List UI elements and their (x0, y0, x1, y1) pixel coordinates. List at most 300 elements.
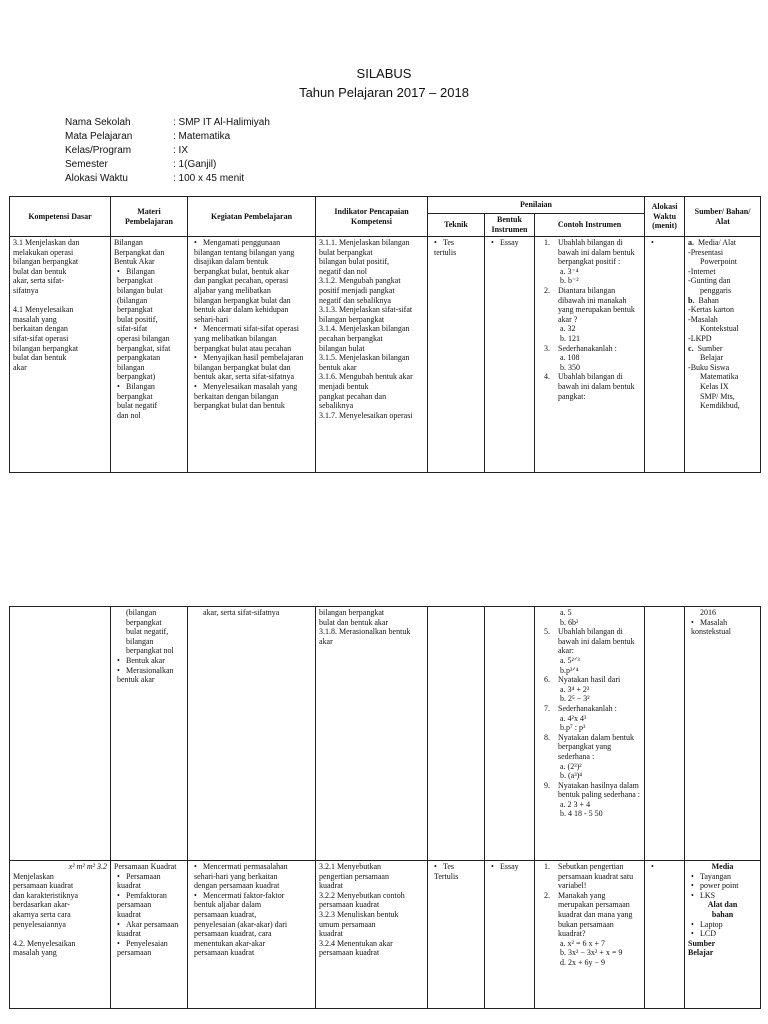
kd-line: berkaitan dengan (13, 324, 68, 334)
kd-line: bilangan berpangkat (13, 257, 79, 267)
identity-row-class (65, 144, 270, 158)
cell-sumber-3-2 (685, 861, 761, 1009)
kegiatan-line: bentuk aljabar dalam (194, 900, 262, 910)
question-option: b. (a³)⁴ (560, 771, 583, 781)
source-text: Matematika (700, 372, 739, 382)
kd-line: berdasarkan akar- (13, 900, 70, 910)
header-kegiatan: Kegiatan Pembelajaran (188, 197, 316, 237)
header-indikator: Indikator Pencapaian Kompetensi (316, 197, 428, 237)
teknik-bullet (431, 862, 481, 881)
source-tag: b. (688, 295, 695, 305)
question-option: b. 6b² (560, 617, 579, 627)
kegiatan-line: persamaan kuadrat, (194, 909, 257, 919)
question-item (538, 862, 641, 891)
identity-label: Alokasi Waktu (65, 173, 128, 184)
indikator-line: bulat berpangkat (319, 247, 373, 257)
materi-line: Akar persamaan (126, 919, 179, 929)
materi-line: berpangkat) (117, 372, 156, 382)
materi-line: berpangkat (126, 617, 162, 627)
kd-line: masalah yang (13, 948, 57, 958)
sumber-bullet: • LKS (688, 891, 757, 901)
identity-label: Kelas/Program (65, 145, 132, 156)
identity-row-subject (65, 130, 270, 144)
question-number: 1. (544, 238, 550, 247)
materi-line: kuadrat (117, 929, 141, 939)
question-option: b. 3x² − 3x² + x = 9 (560, 948, 623, 958)
materi-line: kuadrat (117, 881, 141, 891)
indikator-line: 3.1.6. Mengubah bentuk akar (319, 372, 413, 382)
sumber-heading (688, 900, 757, 919)
indikator-line: bentuk akar (319, 362, 357, 372)
question-option: b. 350 (560, 362, 580, 372)
syllabus-table-page1 (9, 196, 761, 473)
source-line (688, 363, 757, 373)
kd-line: melakukan operasi (13, 247, 74, 257)
question-item (538, 627, 641, 656)
materi-line: bulat negatif, (126, 627, 169, 637)
header-alokasi: Alokasi Waktu (menit) (645, 197, 685, 237)
indikator-line: menjadi bentuk (319, 381, 369, 391)
indikator-line: 3.2.1 Menyebutkan (319, 862, 381, 871)
kd-line: sifatnya (13, 285, 39, 295)
kegiatan-line: persamaan kuadrat, cara (194, 929, 272, 939)
source-line (688, 276, 757, 286)
teknik-line: Tertulis (434, 871, 459, 881)
source-line (688, 401, 757, 411)
teknik-line: Tes (443, 238, 454, 247)
kegiatan-line: yang melibatkan bilangan (194, 333, 277, 343)
kd-line: 4.2. Menyelesaikan (13, 938, 76, 948)
teknik-bullet (431, 238, 481, 257)
indikator-line: umum persamaan (319, 919, 376, 929)
cell-teknik (428, 237, 485, 473)
identity-label: Nama Sekolah (65, 117, 131, 128)
kegiatan-line: Mengamati penggunaan (203, 238, 281, 247)
materi-line: bilangan (117, 362, 145, 372)
question-number: 2. (544, 890, 550, 900)
identity-label: Semester (65, 159, 108, 170)
kegiatan-line: persamaan kuadrat (194, 948, 255, 958)
materi-line: operasi bilangan (117, 333, 170, 343)
sumber-line: Masalah (700, 617, 728, 627)
identity-value: : IX (173, 145, 189, 156)
sumber-heading-line: Alat dan (707, 900, 738, 910)
cell-sumber-cont (685, 607, 761, 861)
kegiatan-line: Menyajikan hasil pembelajaran (203, 353, 304, 363)
cell-kd (10, 237, 111, 473)
materi-line: persamaan (117, 948, 152, 958)
question-number: 6. (544, 675, 550, 685)
kegiatan-line: penyelesaian (akar-akar) dari (194, 919, 288, 929)
indikator-line: bilangan berpangkat (319, 314, 385, 324)
kd-line: bilangan berpangkat (13, 343, 79, 353)
cell-kegiatan-cont (188, 607, 316, 861)
indikator-line: 3.1.2. Mengubah pangkat (319, 276, 401, 286)
materi-bullet (114, 872, 184, 891)
source-tag: a. (688, 238, 695, 247)
materi-bullet: • Bentuk akar (114, 656, 184, 666)
indikator-line: 3.2.2 Menyebutkan contoh (319, 890, 405, 900)
sumber-line: konstekstual (691, 627, 731, 637)
question-option: a. 2 3 + 4 (560, 799, 591, 809)
cell-alokasi-3-2 (645, 861, 685, 1009)
source-line (688, 267, 757, 277)
materi-bullet (114, 666, 184, 685)
kd-line: penyelesaiannya (13, 919, 66, 929)
question-option: b. 121 (560, 333, 580, 343)
indikator-line: persamaan kuadrat (319, 900, 380, 910)
source-text: Sumber (697, 343, 723, 353)
kegiatan-line: aljabar yang melibatkan (194, 285, 271, 295)
cell-materi-3-2 (111, 861, 188, 1009)
doc-subtitle: Tahun Pelajaran 2017 – 2018 (299, 85, 469, 100)
indikator-line: negatif dan nol (319, 266, 367, 276)
source-text: -Kertas karton (688, 305, 735, 315)
question-option: a. 3⁴ + 2³ (560, 684, 590, 694)
cell-alokasi-cont (645, 607, 685, 861)
indikator-line: pangkat pecahan dan (319, 391, 387, 401)
question-item (538, 781, 641, 800)
indikator-line: bilangan bulat (319, 343, 365, 353)
sumber-heading-line: Belajar (688, 948, 714, 958)
cell-indikator (316, 237, 428, 473)
question-number: 3. (544, 343, 550, 353)
materi-bullet (114, 267, 184, 382)
materi-bullet (114, 920, 184, 939)
question-number: 7. (544, 703, 550, 713)
materi-line: dan nol (117, 410, 141, 420)
question-item (538, 675, 641, 685)
cell-kd-cont (10, 607, 111, 861)
indikator-line: bilangan berpangkat (319, 608, 385, 617)
kd-line: akar (13, 362, 27, 372)
kd-line (13, 929, 107, 939)
materi-title: Persamaan Kuadrat (114, 862, 177, 871)
kd-formula: x² m² m² 3.2 (68, 862, 107, 871)
question-option: a. 3⁻⁴ (560, 266, 579, 276)
bentuk-bullet: • Essay (488, 238, 531, 248)
source-line (688, 392, 757, 402)
question-option: a. 32 (560, 324, 576, 334)
kegiatan-bullet (191, 353, 312, 382)
teknik-line: tertulis (434, 247, 457, 257)
cell-sumber (685, 237, 761, 473)
alokasi-bullet (648, 238, 681, 248)
kegiatan-bullet (191, 862, 312, 891)
kegiatan-bullet (191, 382, 312, 411)
source-line (688, 324, 757, 334)
materi-line: persamaan (117, 900, 152, 910)
indikator-line: 3.1.1. Menjelaskan bilangan (319, 238, 410, 247)
materi-line: berpangkat, sifat (117, 343, 171, 353)
sumber-bullet: • power point (688, 881, 757, 891)
question-option: b.p³ᐟ⁴ (560, 665, 579, 675)
question-item (538, 344, 641, 354)
materi-bullet (114, 891, 184, 920)
question-text: Nyatakan hasilnya dalam bentuk paling sederhana : (558, 780, 640, 800)
source-text: -Internet (688, 266, 716, 276)
teknik-line: Tes (443, 862, 454, 871)
indikator-line: pengertian persamaan (319, 871, 389, 881)
source-text: Media/ Alat (698, 238, 737, 247)
source-text: Bahan (698, 295, 719, 305)
source-text: Kemdikbud, (700, 401, 740, 411)
cell-contoh-cont (535, 607, 645, 861)
question-number: 4. (544, 372, 550, 382)
cell-kegiatan-3-2 (188, 861, 316, 1009)
cell-indikator-3-2 (316, 861, 428, 1009)
source-line (688, 334, 757, 344)
header-contoh: Contoh Instrumen (535, 214, 645, 237)
kegiatan-bullet (191, 324, 312, 353)
materi-line: bentuk akar (117, 675, 155, 685)
kd-line: 4.1 Menyelesaikan (13, 305, 74, 315)
question-number: 1. (544, 862, 550, 871)
question-item (538, 238, 641, 267)
kegiatan-line: bentuk akar dalam kehidupan (194, 305, 289, 315)
question-item (538, 704, 641, 714)
source-text: -Presentasi (688, 247, 724, 257)
kegiatan-line: menentukan akar-akar (194, 938, 266, 948)
identity-label: Mata Pelajaran (65, 131, 133, 142)
sumber-bullet: • LCD (688, 929, 757, 939)
indikator-line: negatif dan sebaliknya (319, 295, 391, 305)
source-line (688, 286, 757, 296)
identity-value: : Matematika (173, 131, 231, 142)
question-text: Ubahlah bilangan di bawah ini dalam bentuk berpangkat positif : (558, 238, 635, 267)
identity-row-semester (65, 158, 270, 172)
indikator-line: 3.1.8. Merasionalkan bentuk (319, 627, 411, 637)
question-option: b.p⁷ : p³ (560, 723, 586, 733)
question-option: b. b⁻² (560, 276, 579, 286)
question-option: a. 108 (560, 353, 580, 363)
source-line (688, 344, 757, 354)
question-item (538, 286, 641, 324)
sumber-heading (688, 939, 757, 958)
materi-line: Berpangkat dan (114, 247, 165, 257)
kd-line (13, 296, 107, 306)
question-option: b. 2⁵ − 3² (560, 694, 590, 704)
kegiatan-bullet (191, 238, 312, 324)
kegiatan-line: bentuk akar, serta sifat-sifatnya (194, 372, 295, 382)
sumber-year: 2016 (700, 608, 716, 617)
indikator-line: 3.1.5. Menjelaskan bilangan (319, 353, 410, 363)
kegiatan-line: Menyelesaikan masalah yang (203, 381, 298, 391)
indikator-line: pecahan berpangkat (319, 333, 383, 343)
sumber-heading-line: bahan (711, 909, 734, 919)
kegiatan-line: berpangkat bulat, bentuk akar (194, 266, 290, 276)
question-number: 2. (544, 285, 550, 295)
source-line (688, 305, 757, 315)
kegiatan-line: bilangan berpangkat bulat dan (194, 362, 291, 372)
question-option: d. 2x + 6y − 9 (560, 957, 606, 967)
indikator-line: sebaliknya (319, 401, 354, 411)
bentuk-bullet: • Essay (488, 862, 531, 872)
kegiatan-bullet (191, 891, 312, 958)
source-text: Kelas IX (700, 381, 729, 391)
header-teknik: Teknik (428, 214, 485, 237)
alokasi-bullet (648, 862, 681, 872)
materi-line: berpangkat (117, 391, 153, 401)
indikator-line: kuadrat (319, 929, 343, 939)
kegiatan-line: dan pangkat pecahan, operasi (194, 276, 289, 286)
header-penilaian: Penilaian (428, 197, 645, 214)
question-text: Sebutkan pengertian persamaan kuadrat satu variabel! (558, 862, 634, 891)
cell-materi-cont (111, 607, 188, 861)
kd-line: akar, serta sifat- (13, 276, 64, 286)
kd-line: bulat dan bentuk (13, 353, 67, 363)
materi-line: berpangkat (117, 276, 153, 286)
header-bentuk: Bentuk Instrumen (485, 214, 535, 237)
indikator-line: 3.1.4. Menjelaskan bilangan (319, 324, 410, 334)
source-line (688, 382, 757, 392)
syllabus-table-page2 (9, 606, 761, 1009)
materi-line: Bilangan (126, 266, 155, 276)
source-line (688, 296, 757, 306)
kegiatan-line: bilangan tentang bilangan yang (194, 247, 295, 257)
cell-kegiatan (188, 237, 316, 473)
question-text: Manakah yang merupakan persamaan kuadrat dan mana yang bukan persamaan kuadrat? (558, 890, 633, 939)
question-option: a. 4²x 4³ (560, 713, 587, 723)
cell-contoh-3-2 (535, 861, 645, 1009)
materi-line: kuadrat (117, 909, 141, 919)
cell-contoh (535, 237, 645, 473)
sumber-bullet: • Laptop (688, 920, 757, 930)
materi-line: perpangkatan (117, 353, 161, 363)
cell-bentuk-cont (485, 607, 535, 861)
materi-line: (bilangan (126, 608, 157, 617)
kegiatan-line: berpangkat bulat dan bentuk (194, 401, 285, 411)
identity-row-school (65, 116, 270, 130)
header-materi: Materi Pembelajaran (111, 197, 188, 237)
question-item (538, 372, 641, 401)
identity-row-time (65, 172, 270, 186)
sumber-heading: Media (711, 862, 734, 871)
source-text: Kontekstual (700, 324, 739, 334)
source-text: -Buku Siswa (688, 362, 730, 372)
source-text: penggaris (700, 285, 732, 295)
cell-materi (111, 237, 188, 473)
kegiatan-line: sehari-hari (194, 314, 229, 324)
source-tag: c. (688, 343, 694, 353)
kd-line: masalah yang (13, 314, 57, 324)
sumber-bullet (688, 618, 757, 637)
question-text: Nyatakan dalam bentuk berpangkat yang sederhana : (558, 732, 634, 761)
materi-line: bilangan bulat (117, 285, 163, 295)
source-line (688, 353, 757, 363)
kegiatan-line: berpangkat bulat atau pecahan (194, 343, 292, 353)
header-kd: Kompetensi Dasar (10, 197, 111, 237)
indikator-line: 3.2.3 Menuliskan bentuk (319, 909, 399, 919)
source-line (688, 315, 757, 325)
materi-line: Penyelesaian (126, 938, 168, 948)
kegiatan-line: berkaitan dengan bilangan (194, 391, 279, 401)
indikator-line: bilangan bulat positif, (319, 257, 389, 267)
source-text: -LKPD (688, 333, 712, 343)
source-text: SMP/ Mts, (700, 391, 735, 401)
question-option: a. x² = 6 x + 7 (560, 938, 605, 948)
materi-line: sifat-sifat (117, 324, 148, 334)
kegiatan-line: bilangan berpangkat bulat dan (194, 295, 291, 305)
sumber-bullet: • Tayangan (688, 872, 757, 882)
kegiatan-line: Mencermati sifat-sifat operasi (203, 324, 299, 334)
indikator-line: positif menjadi pangkat (319, 285, 395, 295)
identity-block (65, 116, 270, 186)
source-text: Belajar (700, 353, 724, 363)
source-text: -Gunting dan (688, 276, 731, 286)
kegiatan-line: Mencermati permasalahan (203, 862, 288, 871)
kegiatan-line: sehari-hari yang berkaitan (194, 871, 278, 881)
question-number: 8. (544, 732, 550, 742)
kegiatan-line: disajikan dalam bentuk (194, 257, 269, 267)
kd-line: bulat dan bentuk (13, 266, 67, 276)
kegiatan-line: Mencermati faktor-faktor (203, 890, 285, 900)
question-text: Sederhanakanlah : (558, 703, 617, 713)
kd-line: Menjelaskan (13, 871, 54, 881)
question-option: a. 5 (560, 608, 572, 617)
question-option: a. 5²ᐟ³ (560, 655, 580, 665)
kd-line: akarnya serta cara (13, 909, 71, 919)
kd-line: 3.1 Menjelaskan dan (13, 238, 80, 247)
kd-line: sifat-sifat operasi (13, 333, 69, 343)
source-line (688, 248, 757, 258)
indikator-line: 3.2.4 Menentukan akar (319, 938, 393, 948)
materi-line: bulat negatif (117, 401, 158, 411)
source-line (688, 372, 757, 382)
header-sumber: Sumber/ Bahan/ Alat (685, 197, 761, 237)
source-text: Powerpoint (700, 257, 737, 267)
indikator-line: bulat dan bentuk akar (319, 617, 389, 627)
cell-bentuk-3-2 (485, 861, 535, 1009)
kegiatan-line: dengan persamaan kuadrat (194, 881, 280, 891)
cell-indikator-cont (316, 607, 428, 861)
kegiatan-text: akar, serta sifat-sifatnya (203, 608, 280, 617)
materi-line: Persamaan (126, 871, 161, 881)
source-line (688, 257, 757, 267)
question-number: 5. (544, 627, 550, 637)
cell-kd-3-2 (10, 861, 111, 1009)
question-item (538, 891, 641, 939)
identity-value: : 1(Ganjil) (173, 159, 217, 170)
materi-line: Merasionalkan (126, 665, 174, 675)
identity-value: : SMP IT Al-Halimiyah (173, 117, 270, 128)
doc-title: SILABUS (356, 66, 412, 81)
question-text: Diantara bilangan dibawah ini manakah yang merupakan bentuk akar ? (558, 285, 635, 324)
identity-value: : 100 x 45 menit (173, 173, 245, 184)
materi-line: berpangkat nol (126, 646, 174, 656)
materi-line: bilangan (126, 636, 154, 646)
cell-teknik-3-2 (428, 861, 485, 1009)
cell-teknik-cont (428, 607, 485, 861)
indikator-line: kuadrat (319, 881, 343, 891)
materi-line: Bilangan (114, 238, 143, 247)
materi-line: (bilangan (117, 295, 148, 305)
source-text: -Masalah (688, 314, 718, 324)
indikator-line: 3.1.7. Menyelesaikan operasi (319, 410, 413, 420)
indikator-line: persamaan kuadrat (319, 948, 380, 958)
materi-bullet (114, 939, 184, 958)
materi-line: Bentuk Akar (114, 257, 155, 267)
materi-line: Pemfaktoran (126, 890, 167, 900)
question-text: Nyatakan hasil dari (558, 675, 621, 685)
cell-bentuk (485, 237, 535, 473)
source-line (688, 238, 757, 248)
materi-line: bulat positif, (117, 314, 158, 324)
question-option: b. 4 18 - 5 50 (560, 809, 603, 819)
question-item (538, 733, 641, 762)
materi-bullet (114, 382, 184, 420)
question-text: Ubahlah bilangan di bawah ini dalam bentuk pangkat: (558, 372, 635, 401)
